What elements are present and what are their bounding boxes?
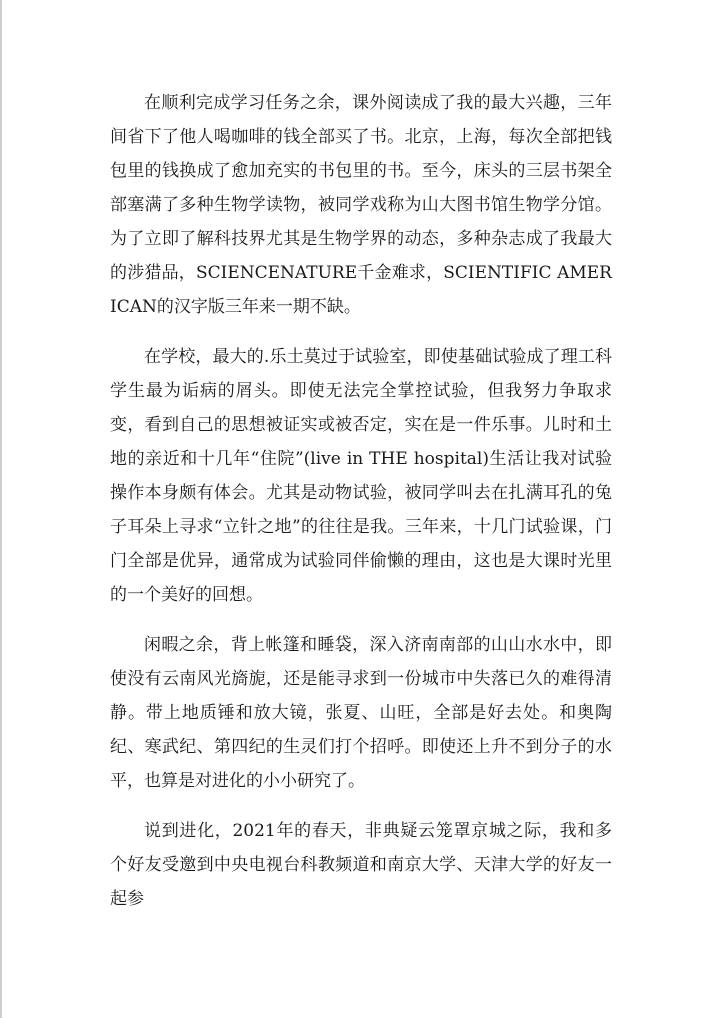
paragraph-reading: 在顺利完成学习任务之余，课外阅读成了我的最大兴趣，三年间省下了他人喝咖啡的钱全部买了书。北京，上海，每次全部把钱包里的钱换成了愈加充实的书包里的书。至今，床头的三层书架全部塞满了多种生物学读物，被同学戏称为山大图书馆生物学分馆。为了立即了解科技界尤其是生物学界的动态，多种杂志成了我最大的涉猎品，SCIENCENATURE千金难求，SCIENTIFIC AMERICAN的汉字版三年来一期不缺。 xyxy=(110,93,612,317)
document-body xyxy=(110,86,612,916)
page-left-edge xyxy=(0,0,2,1018)
paragraph-laboratory: 在学校，最大的.乐土莫过于试验室，即使基础试验成了理工科学生最为诟病的屑头。即使无法完全掌控试验，但我努力争取求变，看到自己的思想被证实或被否定，实在是一件乐事。儿时和土地的亲近和十几年“住院”(live in THE hospital)生活让我对试验操作本身颇有体会。尤其是动物试验，被同学叫去在扎满耳孔的兔子耳朵上寻求“立针之地”的往往是我。三年来，十几门试验课，门门全部是优异，通常成为试验同伴偷懒的理由，这也是大课时光里的一个美好的回想。 xyxy=(110,347,612,605)
paragraph-fieldwork: 闲暇之余，背上帐篷和睡袋，深入济南南部的山山水水中，即使没有云南风光旖旎，还是能寻求到一份城市中失落已久的难得清静。带上地质锤和放大镜，张夏、山旺，全部是好去处。和奥陶纪、寒武纪、第四纪的生灵们打个招呼。即使还上升不到分子的水平，也算是对进化的小小研究了。 xyxy=(110,635,612,791)
paragraph-evolution: 说到进化，2021年的春天，非典疑云笼罩京城之际，我和多个好友受邀到中央电视台科教频道和南京大学、天津大学的好友一起参 xyxy=(110,821,612,909)
